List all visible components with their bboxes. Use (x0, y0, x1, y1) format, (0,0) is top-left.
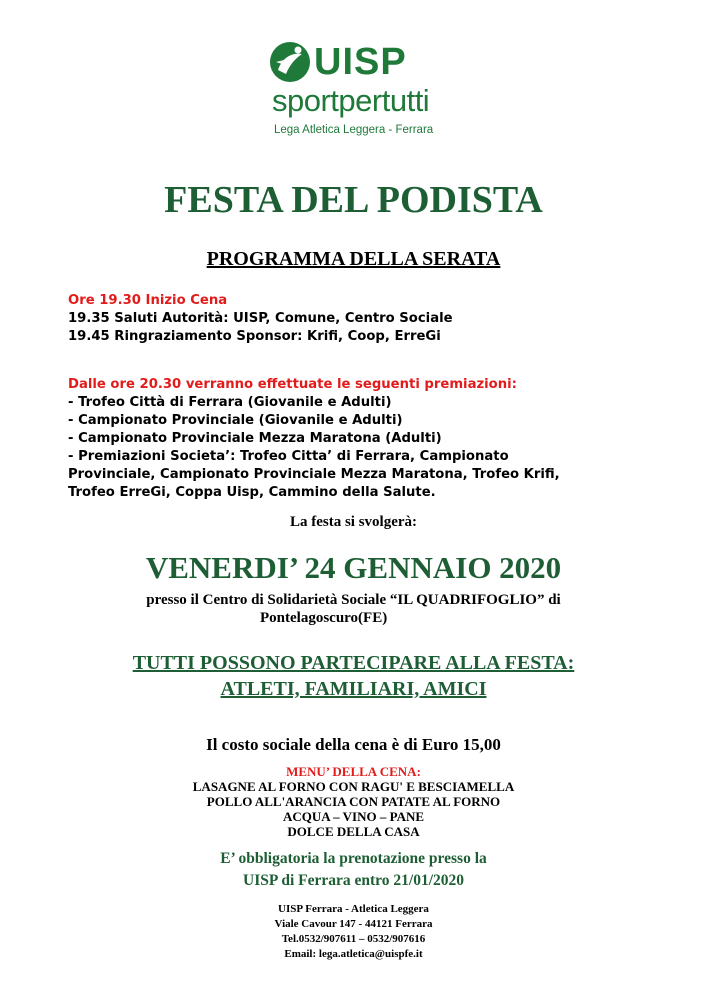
event-venue: presso il Centro di Solidarietà Sociale “IL QUADRIFOGLIO” di (146, 592, 561, 608)
event-intro: La festa si svolgerà: (289, 514, 418, 530)
logo-brand: UISP (314, 41, 407, 83)
reservation-deadline: UISP di Ferrara entro 21/01/2020 (243, 872, 464, 889)
award-line: - Campionato Provinciale (Giovanile e Adulti) (68, 413, 403, 428)
menu-item: DOLCE DELLA CASA (287, 824, 420, 839)
award-line: Provinciale, Campionato Provinciale Mezza Maratona, Trofeo Krifi, (68, 467, 560, 482)
schedule-item: Ore 19.30 Inizio Cena (68, 293, 228, 308)
logo-tagline: sportpertutti (272, 83, 430, 118)
contact-address: Viale Cavour 147 - 44121 Ferrara (274, 918, 433, 930)
schedule-item: 19.35 Saluti Autorità: UISP, Comune, Centro Sociale (68, 311, 453, 326)
uisp-logo (266, 38, 446, 143)
schedule-item: 19.45 Ringraziamento Sponsor: Krifi, Coop, ErreGi (68, 329, 441, 344)
event-date: VENERDI’ 24 GENNAIO 2020 (145, 550, 562, 585)
menu-title: MENU’ DELLA CENA: (286, 764, 421, 779)
page-subtitle: PROGRAMMA DELLA SERATA (206, 248, 501, 270)
reservation-note: E’ obbligatoria la prenotazione presso la (220, 850, 487, 867)
menu-list (0, 779, 707, 839)
contact-block (0, 902, 707, 962)
page-title: FESTA DEL PODISTA (164, 179, 543, 221)
menu-item: POLLO ALL'ARANCIA CON PATATE AL FORNO (206, 794, 501, 809)
award-line: - Premiazioni Societa’: Trofeo Citta’ di Ferrara, Campionato (68, 449, 509, 464)
event-venue-city: Pontelagoscuro(FE) (260, 610, 388, 626)
award-line: - Campionato Provinciale Mezza Maratona (Adulti) (68, 431, 442, 446)
participation-line: ATLETI, FAMILIARI, AMICI (220, 678, 487, 700)
contact-email: Email: lega.atletica@uispfe.it (284, 948, 423, 960)
logo-league: Lega Atletica Leggera - Ferrara (274, 124, 434, 136)
awards-heading: Dalle ore 20.30 verranno effettuate le seguenti premiazioni: (68, 377, 517, 392)
award-line: Trofeo ErreGi, Coppa Uisp, Cammino della Salute. (68, 485, 436, 500)
participation-line: TUTTI POSSONO PARTECIPARE ALLA FESTA: (132, 652, 575, 674)
contact-org: UISP Ferrara - Atletica Leggera (278, 903, 429, 915)
schedule-list (68, 292, 453, 346)
award-line: - Trofeo Città di Ferrara (Giovanile e Adulti) (68, 395, 392, 410)
dinner-cost: Il costo sociale della cena è di Euro 15,00 (206, 735, 501, 754)
awards-section (68, 376, 560, 502)
contact-phone: Tel.0532/907611 – 0532/907616 (281, 933, 426, 945)
uisp-runner-icon (268, 40, 312, 84)
menu-item: LASAGNE AL FORNO CON RAGU' E BESCIAMELLA (192, 779, 515, 794)
menu-item: ACQUA – VINO – PANE (282, 809, 425, 824)
